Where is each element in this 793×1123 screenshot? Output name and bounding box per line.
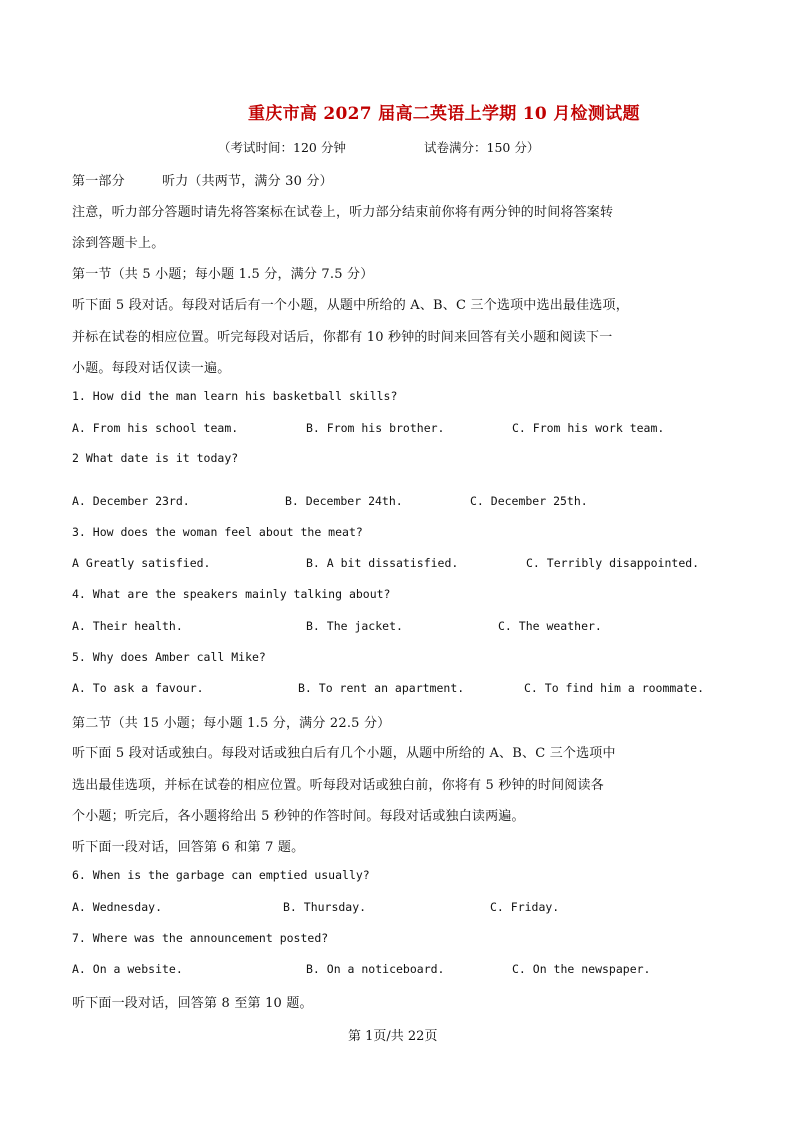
- section2-instruction-line: 选出最佳选项，并标在试卷的相应位置。听每段对话或独白前，你将有 5 秒钟的时间阅读各: [72, 778, 604, 793]
- option-c: C. The weather.: [498, 619, 602, 633]
- option-a: A Greatly satisfied.: [72, 556, 211, 570]
- question-stem: 1. How did the man learn his basketball skills?: [72, 389, 398, 403]
- part1-note-line: 涂到答题卡上。: [72, 236, 165, 251]
- option-b: B. On a noticeboard.: [306, 962, 445, 976]
- section1-instruction-line: 小题。每段对话仅读一遍。: [72, 361, 231, 376]
- exam-title: 重庆市高 2027 届高二英语上学期 10 月检测试题: [248, 104, 640, 124]
- option-c: C. December 25th.: [470, 494, 588, 508]
- part1-name: 听力（共两节，满分 30 分）: [162, 174, 333, 189]
- option-c: C. Terribly disappointed.: [526, 556, 700, 570]
- dialog-instruction: 听下面一段对话，回答第 8 至第 10 题。: [72, 996, 313, 1011]
- question-stem: 3. How does the woman feel about the meat?: [72, 525, 363, 539]
- option-a: A. From his school team.: [72, 421, 239, 435]
- option-b: B. December 24th.: [285, 494, 403, 508]
- section1-instruction-line: 并标在试卷的相应位置。听完每段对话后，你都有 10 秒钟的时间来回答有关小题和阅读下一: [72, 330, 613, 345]
- option-c: C. To find him a roommate.: [524, 681, 705, 695]
- section2-instruction-line: 听下面 5 段对话或独白。每段对话或独白后有几个小题，从题中所给的 A、B、C 三个选项中: [72, 746, 616, 761]
- question-stem: 5. Why does Amber call Mike?: [72, 650, 266, 664]
- section2-instruction-line: 个小题；听完后，各小题将给出 5 秒钟的作答时间。每段对话或独白读两遍。: [72, 809, 525, 824]
- question-stem: 7. Where was the announcement posted?: [72, 931, 329, 945]
- part1-note-line: 注意，听力部分答题时请先将答案标在试卷上，听力部分结束前你将有两分钟的时间将答案转: [72, 205, 614, 220]
- question-stem: 4. What are the speakers mainly talking about?: [72, 587, 391, 601]
- option-a: A. December 23rd.: [72, 494, 190, 508]
- dialog-instruction: 听下面一段对话，回答第 6 和第 7 题。: [72, 840, 305, 855]
- section1-heading: 第一节（共 5 小题；每小题 1.5 分，满分 7.5 分）: [72, 267, 374, 282]
- page-footer: 第 1页/共 22页: [348, 1029, 438, 1044]
- part1-heading: 第一部分: [72, 174, 125, 189]
- option-a: A. Their health.: [72, 619, 183, 633]
- option-b: B. A bit dissatisfied.: [306, 556, 459, 570]
- option-b: B. The jacket.: [306, 619, 403, 633]
- exam-time: （考试时间：120 分钟: [218, 140, 346, 155]
- option-c: C. Friday.: [490, 900, 560, 914]
- option-a: A. On a website.: [72, 962, 183, 976]
- option-b: B. Thursday.: [283, 900, 367, 914]
- option-a: A. Wednesday.: [72, 900, 163, 914]
- option-c: C. From his work team.: [512, 421, 665, 435]
- option-b: B. To rent an apartment.: [298, 681, 465, 695]
- question-stem: 6. When is the garbage can emptied usually?: [72, 868, 370, 882]
- section2-heading: 第二节（共 15 小题；每小题 1.5 分，满分 22.5 分）: [72, 716, 391, 731]
- option-a: A. To ask a favour.: [72, 681, 204, 695]
- option-c: C. On the newspaper.: [512, 962, 651, 976]
- section1-instruction-line: 听下面 5 段对话。每段对话后有一个小题，从题中所给的 A、B、C 三个选项中选出最佳选项，: [72, 298, 629, 313]
- option-b: B. From his brother.: [306, 421, 445, 435]
- exam-full-score: 试卷满分：150 分）: [424, 140, 540, 155]
- question-stem: 2 What date is it today?: [72, 451, 239, 465]
